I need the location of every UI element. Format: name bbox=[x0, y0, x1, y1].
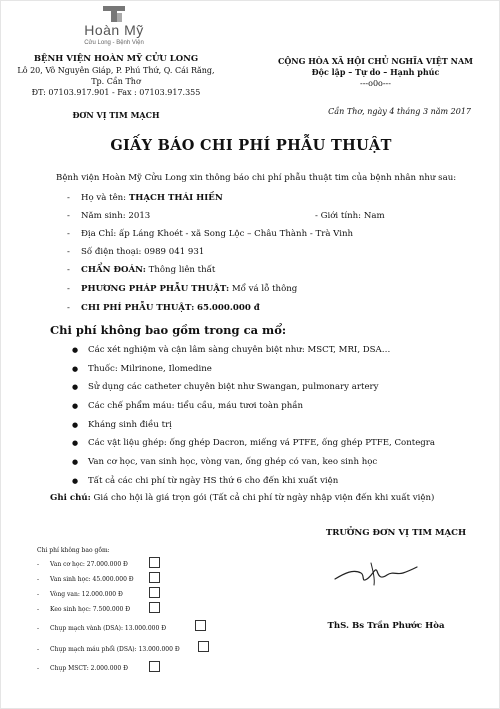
exclusion-item: ● Van cơ học, van sinh học, vòng van, ống ghép có van, keo sinh học bbox=[72, 457, 378, 467]
surgery-method-row: - PHƯƠNG PHÁP PHẪU THUẬT: Mổ vá lỗ thông bbox=[67, 284, 298, 294]
patient-address-value: ấp Láng Khoét - xã Song Lộc – Châu Thành - Trà Vinh bbox=[119, 229, 354, 239]
patient-gender-label: - Giới tính: bbox=[315, 211, 362, 221]
signature-title: TRƯỞNG ĐƠN VỊ TIM MẠCH bbox=[325, 528, 467, 538]
bullet-icon: ● bbox=[72, 402, 79, 410]
patient-birth-row: - Năm sinh: 2013 bbox=[67, 211, 151, 221]
hoan-my-logo-icon bbox=[103, 6, 125, 22]
exclusion-item: ● Các vật liệu ghép: ống ghép Dacron, miếng vá PTFE, ống ghép PTFE, Contegra bbox=[72, 438, 436, 448]
diagnosis-value: Thông liên thất bbox=[148, 265, 216, 275]
bullet-icon: ● bbox=[72, 421, 79, 429]
surgery-cost-row: - CHI PHÍ PHẪU THUẬT: 65.000.000 đ bbox=[67, 303, 260, 313]
patient-gender-value: Nam bbox=[363, 211, 385, 221]
patient-name-row: - Họ và tên: THẠCH THÁI HIỀN bbox=[67, 193, 223, 203]
bullet-icon: ● bbox=[72, 477, 79, 485]
exclusions-heading: Chi phí không bao gồm trong ca mổ: bbox=[50, 323, 287, 337]
bullet-icon: ● bbox=[72, 346, 79, 354]
bullet-icon: ● bbox=[72, 439, 79, 447]
checklist-item: - Chụp mạch máu phổi (DSA): 13.000.000 Đ bbox=[37, 646, 180, 653]
signer-name: ThS. Bs Trần Phước Hòa bbox=[327, 621, 445, 631]
hospital-logo bbox=[69, 6, 159, 56]
checklist-item: - Van sinh học: 45.000.000 Đ bbox=[37, 576, 134, 583]
patient-address-label: Địa Chỉ: bbox=[81, 229, 117, 239]
checklist-checkbox[interactable] bbox=[149, 602, 160, 613]
checklist-item: - Vòng van: 12.000.000 Đ bbox=[37, 591, 123, 598]
heading-ornament: ---o0o--- bbox=[360, 79, 391, 88]
checklist-checkbox[interactable] bbox=[149, 661, 160, 672]
patient-address-row: - Địa Chỉ: ấp Láng Khoét - xã Song Lộc – Châu Thành - Trà Vinh bbox=[67, 229, 354, 239]
checklist-item: - Keo sinh học: 7.500.000 Đ bbox=[37, 606, 131, 613]
checklist-checkbox[interactable] bbox=[149, 557, 160, 568]
national-heading bbox=[263, 56, 488, 89]
surgery-cost-value: 65.000.000 đ bbox=[196, 303, 260, 313]
exclusion-item: ● Tất cả các chi phí từ ngày HS thứ 6 cho đến khi xuất viện bbox=[72, 476, 339, 486]
bullet-icon: ● bbox=[72, 365, 79, 373]
surgery-method-value: Mổ vá lỗ thông bbox=[231, 284, 298, 294]
hospital-phone-fax: ĐT: 07103.917.901 - Fax : 07103.917.355 bbox=[31, 88, 201, 97]
exclusion-item: ● Các xét nghiệm và cận lâm sàng chuyên biệt như: MSCT, MRI, DSA… bbox=[72, 345, 391, 355]
surgery-method-label: PHƯƠNG PHÁP PHẪU THUẬT: bbox=[81, 284, 230, 294]
checklist-item: - Chụp mạch vành (DSA): 13.000.000 Đ bbox=[37, 625, 167, 632]
checklist-checkbox[interactable] bbox=[198, 641, 209, 652]
patient-name-value: THẠCH THÁI HIỀN bbox=[128, 193, 223, 203]
patient-phone-row: - Số điện thoại: 0989 041 931 bbox=[67, 247, 205, 257]
bullet-icon: ● bbox=[72, 458, 79, 466]
exclusion-item: ● Thuốc: Milrinone, Ilomedine bbox=[72, 364, 212, 374]
hospital-name: BỆNH VIỆN HOÀN MỸ CỬU LONG bbox=[33, 54, 199, 64]
hospital-address-line2: Tp. Cần Thơ bbox=[91, 77, 141, 86]
intro-text: Bệnh viện Hoàn Mỹ Cửu Long xin thông báo chi phí phẫu thuật tim của bệnh nhân như sau: bbox=[56, 173, 457, 183]
checklist-heading: Chi phí không bao gồm: bbox=[37, 547, 110, 554]
surgery-cost-label: CHI PHÍ PHẪU THUẬT: bbox=[81, 303, 195, 313]
document-title: GIẤY BÁO CHI PHÍ PHẪU THUẬT bbox=[110, 137, 392, 154]
patient-birth-value: 2013 bbox=[128, 211, 151, 221]
note bbox=[50, 493, 434, 503]
exclusion-item: ● Sử dụng các catheter chuyên biệt như Swangan, pulmonary artery bbox=[72, 382, 379, 392]
bullet-icon: ● bbox=[72, 383, 79, 391]
note-label: Ghi chú: bbox=[50, 493, 91, 503]
note-text: Giá cho hội là giá trọn gói (Tất cả chi phí từ ngày nhập viện đến khi xuất viện) bbox=[93, 493, 435, 503]
diagnosis-row: - CHẨN ĐOÁN: Thông liên thất bbox=[67, 265, 216, 275]
logo-name: Hoàn Mỹ bbox=[84, 22, 144, 38]
place-date: Cần Thơ, ngày 4 tháng 3 năm 2017 bbox=[328, 107, 471, 116]
handwritten-signature bbox=[331, 553, 421, 589]
national-motto: Độc lập – Tự do – Hạnh phúc bbox=[311, 67, 440, 77]
checklist-checkbox[interactable] bbox=[149, 587, 160, 598]
diagnosis-label: CHẨN ĐOÁN: bbox=[81, 265, 146, 275]
checklist-item: - Van cơ học: 27.000.000 Đ bbox=[37, 561, 128, 568]
logo-tagline: Cửu Long - Bệnh Viện bbox=[84, 40, 144, 46]
department-name: ĐƠN VỊ TIM MẠCH bbox=[72, 110, 160, 120]
exclusion-item: ● Các chế phẩm máu: tiểu cầu, máu tươi toàn phần bbox=[72, 401, 304, 411]
patient-phone-value: 0989 041 931 bbox=[144, 247, 205, 257]
checklist-checkbox[interactable] bbox=[195, 620, 206, 631]
checklist-checkbox[interactable] bbox=[149, 572, 160, 583]
national-title: CỘNG HÒA XÃ HỘI CHỦ NGHĨA VIỆT NAM bbox=[277, 56, 474, 66]
hospital-info bbox=[11, 54, 221, 98]
exclusion-item: ● Kháng sinh điều trị bbox=[72, 420, 172, 430]
patient-birth-label: Năm sinh: bbox=[81, 211, 126, 221]
hospital-address-line1: Lô 20, Võ Nguyên Giáp, P. Phú Thứ, Q. Cái Răng, bbox=[17, 66, 215, 75]
patient-gender bbox=[315, 211, 385, 221]
checklist-item: - Chụp MSCT: 2.000.000 Đ bbox=[37, 665, 128, 672]
patient-phone-label: Số điện thoại: bbox=[81, 247, 142, 257]
patient-name-label: Họ và tên: bbox=[81, 193, 127, 203]
